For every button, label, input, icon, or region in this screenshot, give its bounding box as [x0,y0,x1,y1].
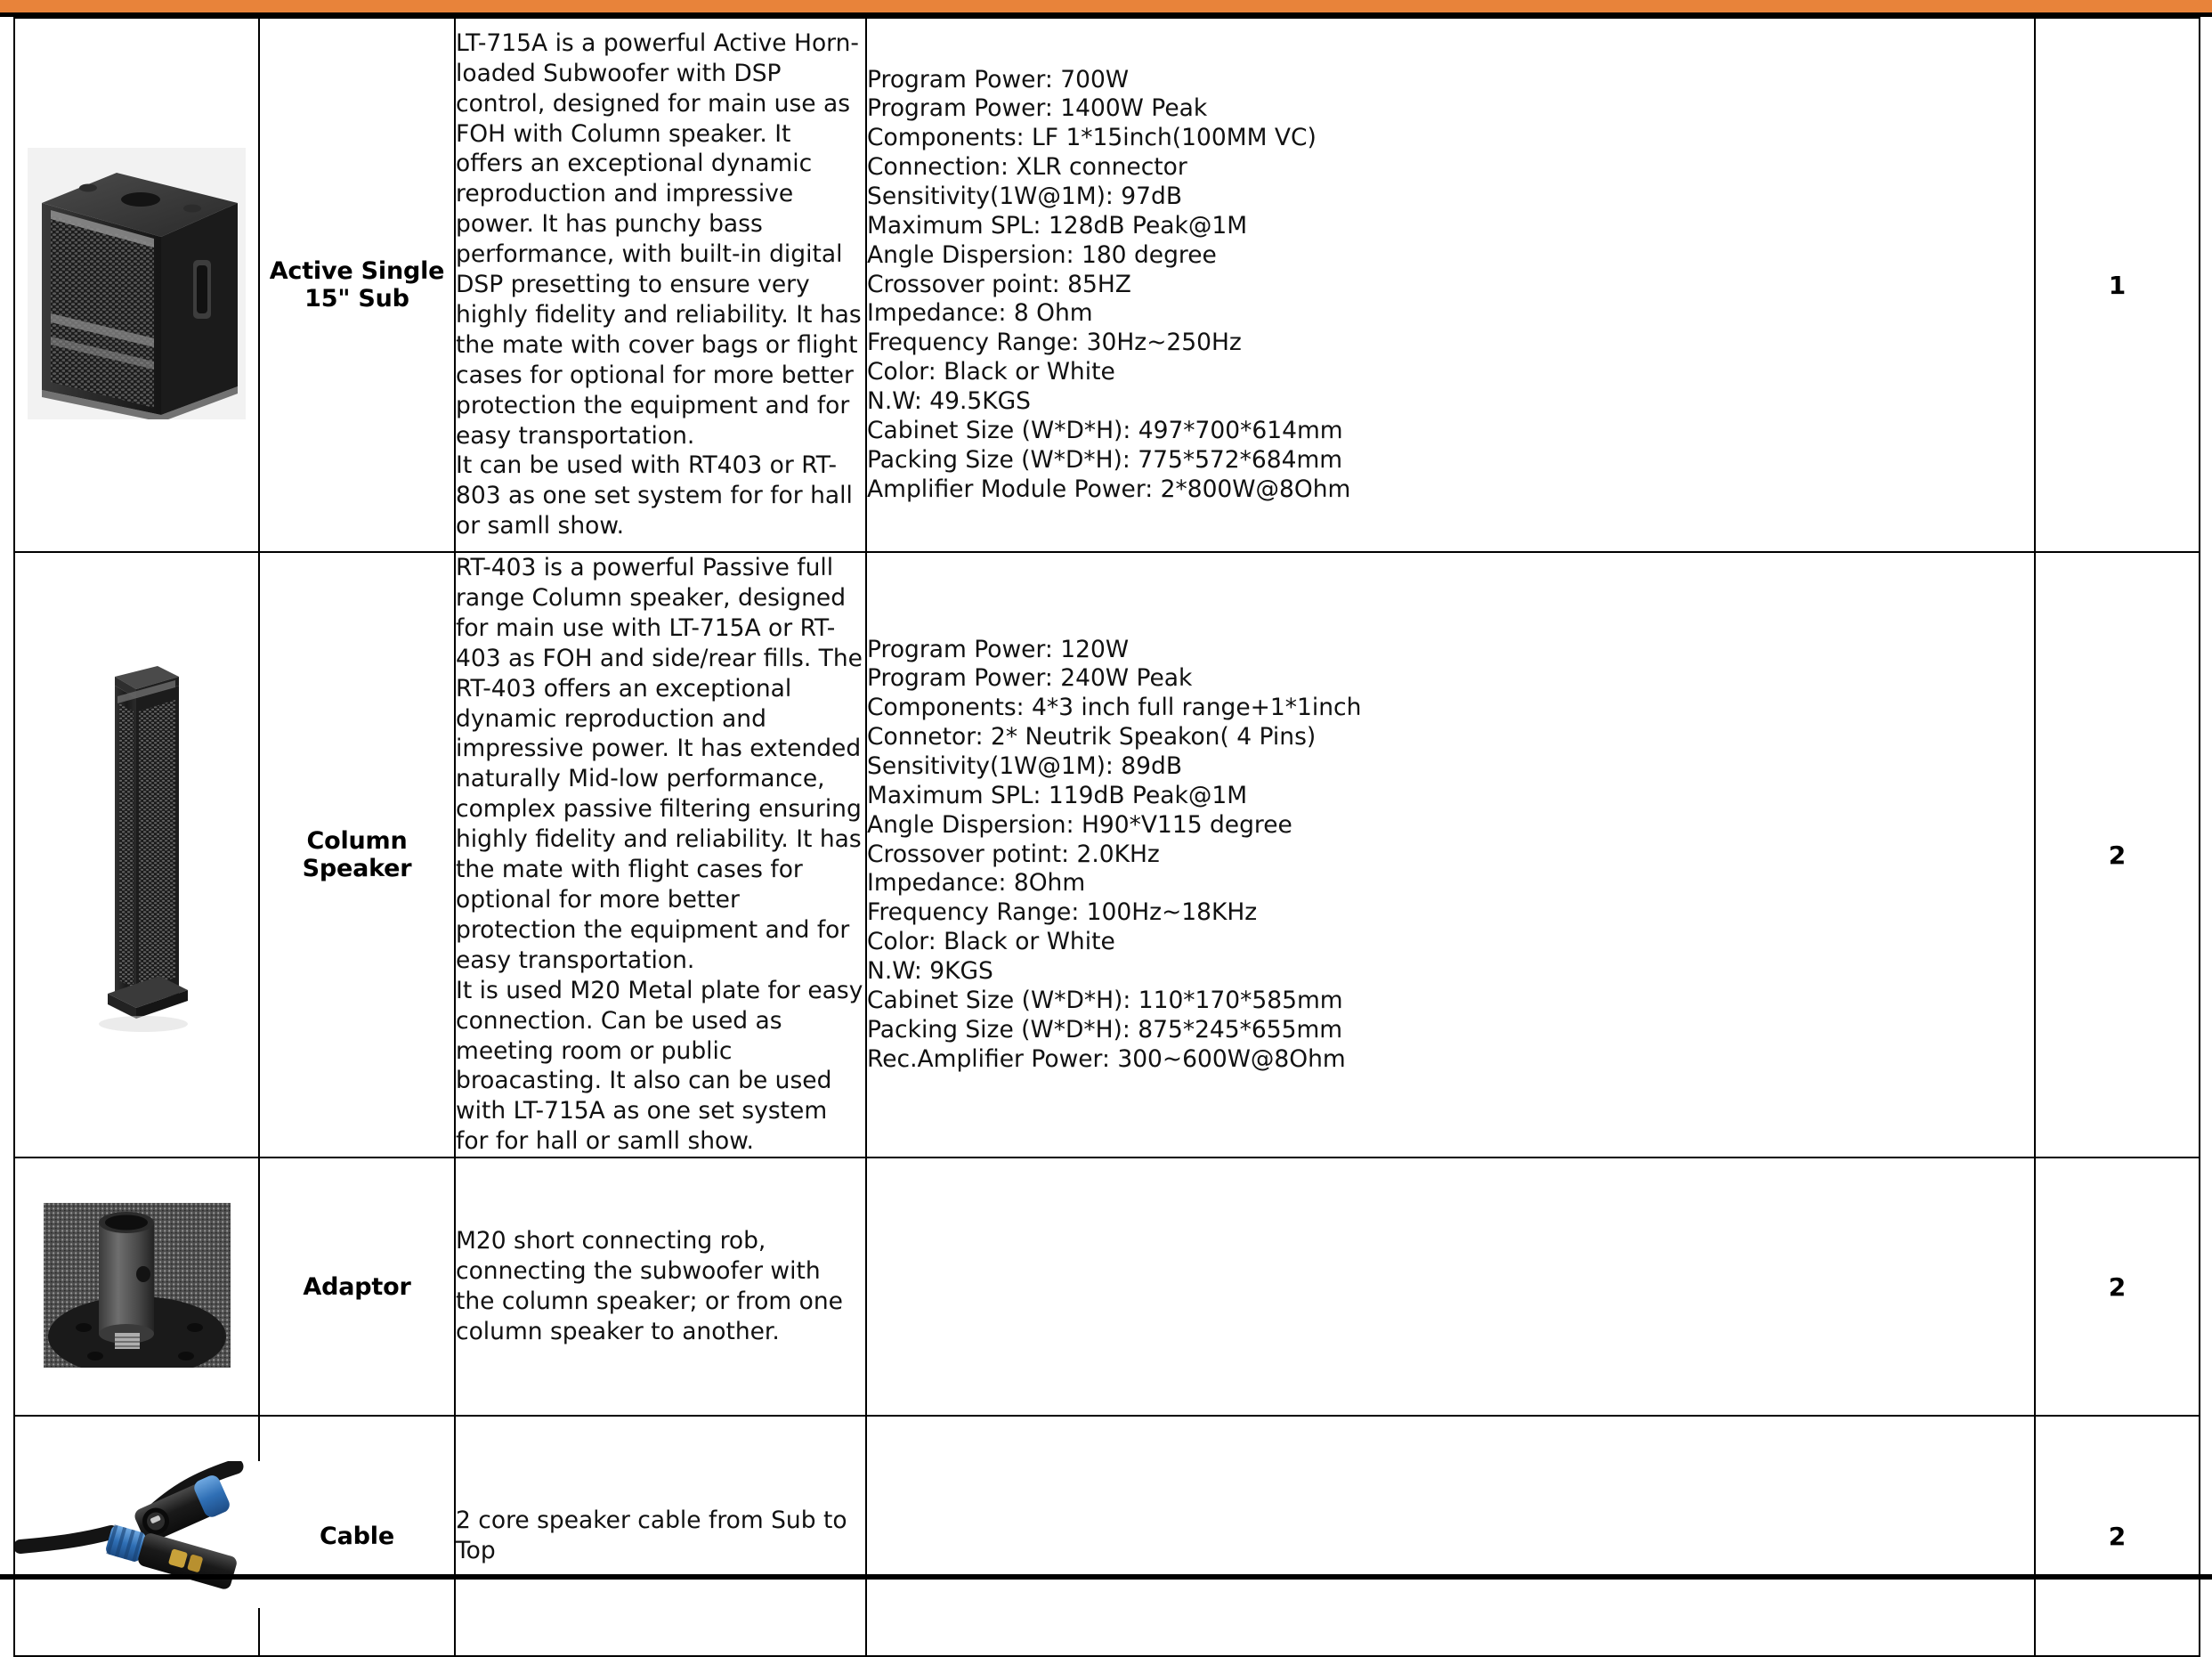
column-speaker-photo [26,657,248,1049]
subwoofer-photo [28,148,246,419]
product-spec-cell [866,552,2035,1157]
spec-line: Program Power: 120W [867,635,1130,663]
column-speaker-icon [26,657,248,1049]
product-name: Cable [320,1522,394,1550]
table-row [14,18,2200,552]
spec-line: Color: Black or White [867,358,1115,386]
spec-line: Color: Black or White [867,928,1115,956]
qty-value: 1 [2108,270,2127,300]
description-paragraph: M20 short connecting rob, connecting the subwoofer with the column speaker; or from one column speaker to another. [456,1227,843,1346]
spec-line: Cabinet Size (W*D*H): 110*170*585mm [867,986,1343,1014]
product-name: Column Speaker [302,827,412,883]
product-name-cell [259,552,455,1157]
description-paragraph: It is used M20 Metal plate for easy connection. Can be used as meeting room or public broacasting. It also can be used with LT-715A as one set system for for hall or samll show. [456,976,863,1156]
spec-line: Angle Dispersion: H90*V115 degree [867,810,1292,839]
product-description-cell [455,552,866,1157]
qty-value: 2 [2108,1271,2127,1302]
spec-line: Program Power: 700W [867,65,1130,93]
spec-line: Crossover point: 85HZ [867,270,1131,298]
product-description-cell [455,18,866,552]
product-image-cell [14,1157,259,1416]
spec-line: Packing Size (W*D*H): 875*245*655mm [867,1015,1343,1044]
product-image-cell [14,18,259,552]
product-description-cell [455,1416,866,1656]
spec-line: Impedance: 8 Ohm [867,299,1093,328]
product-name: Active Single 15" Sub [269,257,445,313]
spec-line: Frequency Range: 100Hz~18KHz [867,898,1258,927]
spec-line: Frequency Range: 30Hz~250Hz [867,329,1242,357]
spec-line: Program Power: 1400W Peak [867,94,1208,123]
product-name-cell [259,1157,455,1416]
spec-line: N.W: 49.5KGS [867,387,1031,415]
product-description-cell [455,1157,866,1416]
spec-line: Components: 4*3 inch full range+1*1inch [867,694,1362,722]
spec-line: Crossover potint: 2.0KHz [867,840,1160,868]
table-row [14,1416,2200,1656]
table-row [14,1157,2200,1416]
spec-line: Impedance: 8Ohm [867,869,1086,898]
product-qty-cell [2035,1416,2200,1656]
product-image-cell [14,1416,259,1656]
spec-line: Program Power: 240W Peak [867,664,1193,693]
product-name: Adaptor [303,1272,411,1301]
product-spec-cell [866,1157,2035,1416]
bottom-black-rule [0,1574,2212,1580]
spec-line: Packing Size (W*D*H): 775*572*684mm [867,445,1343,474]
top-orange-band [0,0,2212,12]
spec-line: Amplifier Module Power: 2*800W@8Ohm [867,475,1351,503]
product-name-cell [259,1416,455,1656]
adaptor-photo [44,1203,231,1368]
table-row [14,552,2200,1157]
product-qty-cell [2035,1157,2200,1416]
product-name-cell [259,18,455,552]
subwoofer-icon [28,148,246,419]
spec-line: Angle Dispersion: 180 degree [867,240,1217,269]
spec-line: Maximum SPL: 128dB Peak@1M [867,211,1248,240]
spec-line: Maximum SPL: 119dB Peak@1M [867,781,1248,809]
product-spec-cell [866,18,2035,552]
product-image-cell [14,552,259,1157]
product-spec-cell [866,1416,2035,1656]
product-spec-table [13,17,2200,1657]
spec-line: Connetor: 2* Neutrik Speakon( 4 Pins) [867,723,1317,751]
cable-photo [15,1461,264,1608]
spec-line: Components: LF 1*15inch(100MM VC) [867,124,1317,152]
product-qty-cell [2035,18,2200,552]
spec-line: Rec.Amplifier Power: 300~600W@8Ohm [867,1044,1346,1073]
spec-line: Sensitivity(1W@1M): 89dB [867,752,1182,781]
spec-line: Sensitivity(1W@1M): 97dB [867,182,1182,210]
qty-value: 2 [2108,840,2127,870]
qty-value: 2 [2108,1521,2127,1551]
description-paragraph: It can be used with RT403 or RT-803 as one set system for for hall or samll show. [456,451,853,540]
description-paragraph: LT-715A is a powerful Active Horn-loaded Subwoofer with DSP control, designed for main use as FOH with Column speaker. It offers an exceptional dynamic reproduction and impressive power. It has punchy bass performance, with built-in digital DSP presetting to ensure very highly fidelity and reliability. It has the mate with cover bags or flight cases for optional for more better protection the equipment and for easy transportation. [456,28,862,450]
description-paragraph: RT-403 is a powerful Passive full range Column speaker, designed for main use with LT-715A or RT-403 as FOH and side/rear fills. The RT-403 offers an exceptional dynamic reproduction and impressive power. It has extended naturally Mid-low performance, complex passive filtering ensuring highly fidelity and reliability. It has the mate with flight cases for optional for more better protection the equipment and for easy transportation. [456,554,863,974]
product-qty-cell [2035,552,2200,1157]
spec-line: Connection: XLR connector [867,153,1187,182]
description-paragraph: 2 core speaker cable from Sub to Top [456,1507,847,1565]
adaptor-icon [44,1203,231,1368]
spec-line: N.W: 9KGS [867,957,993,986]
speakon-cable-icon [15,1461,264,1608]
spec-line: Cabinet Size (W*D*H): 497*700*614mm [867,416,1343,444]
